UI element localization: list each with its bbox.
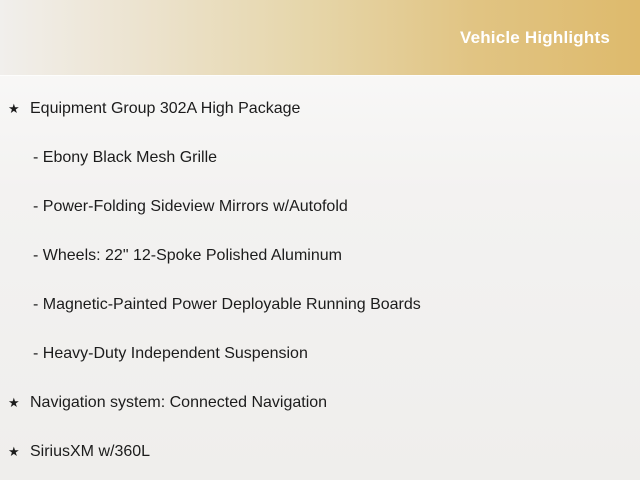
list-item <box>0 246 640 266</box>
feature-sub-label: - Heavy-Duty Independent Suspension <box>33 345 308 362</box>
list-item <box>0 295 640 315</box>
feature-sub-label: - Magnetic-Painted Power Deployable Running Boards <box>33 296 421 313</box>
vehicle-highlights-list <box>0 76 640 462</box>
star-bullet-icon: ★ <box>8 444 20 459</box>
feature-label: Navigation system: Connected Navigation <box>30 394 328 411</box>
feature-label: SiriusXM w/360L <box>30 443 151 460</box>
vehicle-highlights-header <box>0 0 640 76</box>
feature-sub-label: - Ebony Black Mesh Grille <box>33 149 218 166</box>
list-item <box>0 393 640 413</box>
star-bullet-icon: ★ <box>8 395 20 410</box>
star-bullet-icon: ★ <box>8 101 20 116</box>
list-item <box>0 148 640 168</box>
feature-sub-label: - Wheels: 22" 12-Spoke Polished Aluminum <box>33 247 342 264</box>
list-item <box>0 442 640 462</box>
page-title: Vehicle Highlights <box>459 27 610 47</box>
feature-label: Equipment Group 302A High Package <box>30 100 301 117</box>
list-item <box>0 99 640 119</box>
list-item <box>0 197 640 217</box>
list-item <box>0 344 640 364</box>
feature-sub-label: - Power-Folding Sideview Mirrors w/Autofold <box>33 198 348 215</box>
